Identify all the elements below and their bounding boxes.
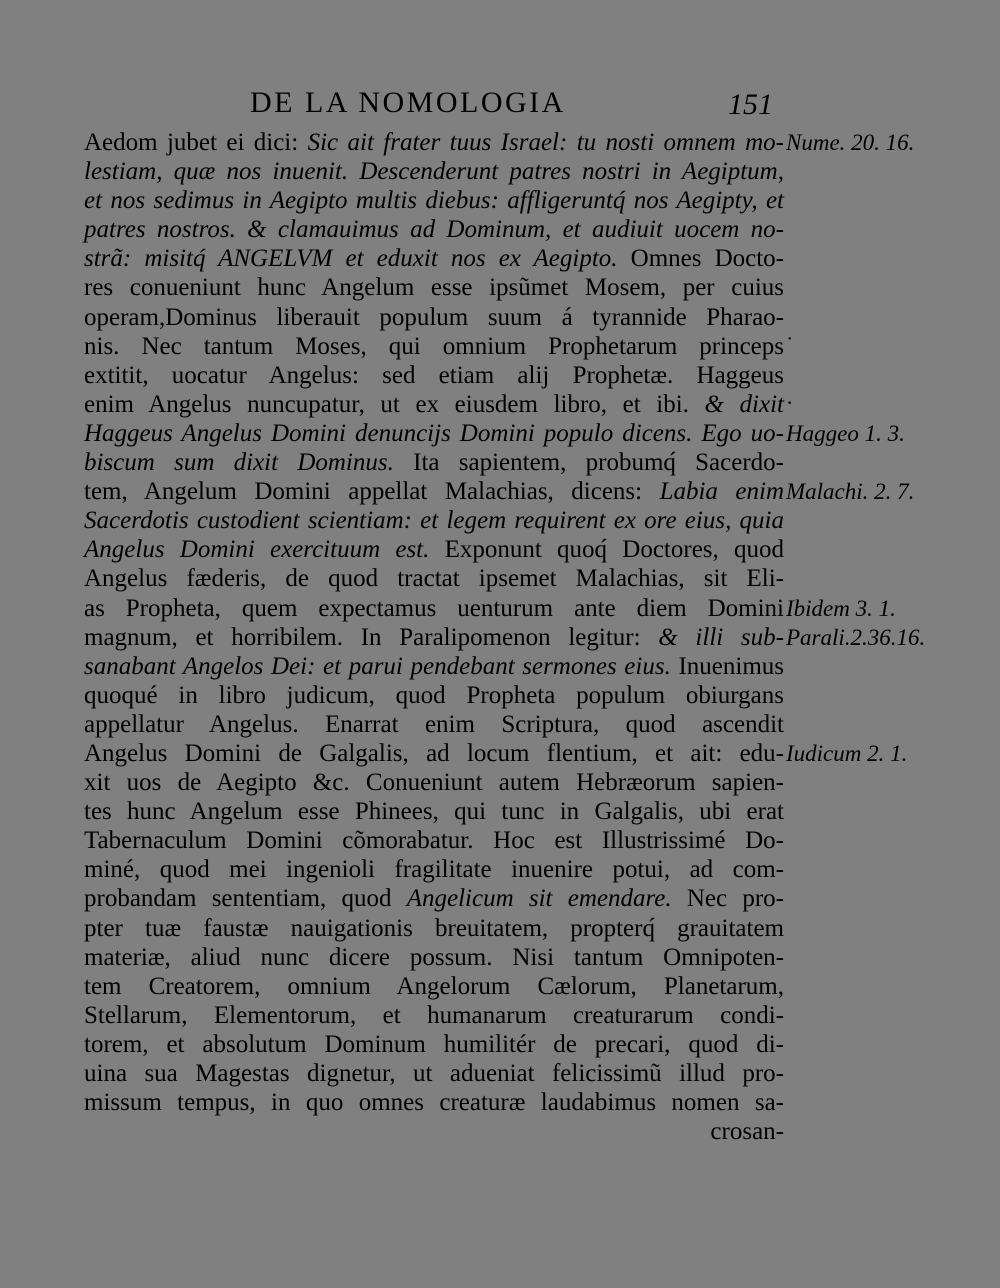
text-run: Stellarum, Elementorum, et humanarum creaturarum condi-: [84, 1001, 784, 1029]
text-run: Tabernaculum Domini cõmorabatur. Hoc est Illustrissimé Do-: [84, 827, 784, 855]
text-line: [84, 943, 784, 972]
text-line: [84, 1001, 784, 1030]
text-line: [84, 448, 784, 477]
italic-text-run: & dixit: [704, 390, 784, 418]
text-run: extitit, uocatur Angelus: sed etiam alij Prophetæ. Haggeus: [84, 361, 784, 389]
text-line: [84, 1030, 784, 1059]
text-run: missum tempus, in quo omnes creaturæ laudabimus nomen sa-: [84, 1089, 784, 1117]
italic-text-run: biscum sum dixit Dominus.: [84, 449, 414, 477]
margin-reference: Iudicum 2. 1.: [786, 741, 908, 767]
text-run: magnum, et horribilem. In Paralipomenon legitur:: [84, 623, 659, 651]
italic-text-run: & illi sub-: [658, 623, 784, 651]
text-line: [84, 564, 784, 593]
text-line: [84, 332, 784, 361]
text-run: Angelus Domini de Galgalis, ad locum flentium, et ait: edu-: [84, 739, 784, 767]
text-line: [84, 826, 784, 855]
margin-mark: ˙: [786, 331, 794, 357]
margin-reference: Malachi. 2. 7.: [786, 479, 915, 505]
text-run: appellatur Angelus. Enarrat enim Scriptura, quod ascendit: [84, 710, 784, 738]
text-run: res conueniunt hunc Angelum esse ipsũmet Mosem, per cuius: [84, 274, 784, 302]
text-run: materiæ, aliud nunc dicere possum. Nisi tantum Omnipoten-: [84, 943, 784, 971]
text-run: torem, et absolutum Dominum humilitér de precari, quod di-: [84, 1030, 784, 1058]
text-run: Aedom jubet ei dici:: [84, 129, 308, 156]
text-run: Exponunt quoq́ Doctores, quod: [444, 536, 784, 564]
text-line: [84, 652, 784, 681]
italic-text-run: Angelicum sit emendare.: [406, 885, 687, 913]
italic-text-run: Sacerdotis custodient scientiam: et legem requirent ex ore eius, quia: [84, 507, 784, 535]
text-line: [84, 390, 784, 419]
text-run: quoqué in libro judicum, quod Propheta populum obiurgans: [84, 681, 784, 709]
text-line: [84, 215, 784, 244]
text-line: [84, 477, 784, 506]
text-line: [84, 797, 784, 826]
text-line: [84, 855, 784, 884]
margin-reference: Nume. 20. 16.: [786, 130, 915, 155]
text-run: uina sua Magestas dignetur, ut adueniat felicissimũ illud pro-: [84, 1060, 784, 1087]
text-run: Nec pro-: [686, 885, 784, 913]
text-line: [84, 361, 784, 390]
italic-text-run: sanabant Angelos Dei: et parui pendebant sermones eius.: [84, 652, 679, 680]
italic-text-run: Haggeus Angelus Domini denuncijs Domini populo dicens. Ego uo-: [84, 419, 784, 447]
text-line: [84, 186, 784, 215]
body-text: [84, 128, 784, 1146]
text-line: [84, 914, 784, 943]
text-run: crosan-: [710, 1118, 784, 1146]
text-line: [84, 884, 784, 913]
text-line: [84, 128, 784, 157]
margin-reference: Haggeo 1. 3.: [786, 421, 905, 446]
text-line: [84, 273, 784, 302]
italic-text-run: strã: misitq́ ANGELVM et eduxit nos ex Aegipto.: [84, 245, 631, 273]
text-line: [84, 594, 784, 623]
text-run: enim Angelus nuncupatur, ut ex eiusdem libro, et ibi.: [84, 390, 705, 418]
text-line: [84, 739, 784, 768]
italic-text-run: Labia enim: [659, 478, 784, 506]
italic-text-run: patres nostros. & clamauimus ad Dominum, et audiuit uocem no-: [84, 216, 784, 244]
text-run: tem, Angelum Domini appellat Malachias, dicens:: [84, 478, 660, 506]
text-line: [84, 506, 784, 535]
text-run: Inuenimus: [678, 652, 784, 680]
text-run: Ita sapientem, probumq́ Sacerdo-: [413, 449, 784, 477]
page-number: 151: [728, 88, 773, 121]
italic-text-run: lestiam, quæ nos inuenit. Descenderunt patres nostri in Aegiptum,: [84, 158, 784, 186]
text-line: [84, 972, 784, 1001]
text-line: [84, 419, 784, 448]
text-run: pter tuæ faustæ nauigationis breuitatem, propterq́ grauitatem: [84, 914, 784, 942]
italic-text-run: Sic ait frater tuus Israel: tu nosti omnem mo-: [307, 129, 785, 156]
text-run: xit uos de Aegipto &c. Conueniunt autem Hebræorum sapien-: [84, 769, 784, 797]
text-line: [84, 303, 784, 332]
text-run: as Propheta, quem expectamus uenturum ante diem Domini: [84, 594, 784, 622]
margin-mark: ·: [786, 389, 794, 415]
text-line: [84, 623, 784, 652]
text-line: [84, 1088, 784, 1117]
page-header: [250, 86, 790, 126]
italic-text-run: Angelus Domini exercituum est.: [84, 536, 445, 564]
text-line: [84, 535, 784, 564]
text-run: tes hunc Angelum esse Phinees, qui tunc in Galgalis, ubi erat: [84, 798, 784, 826]
text-run: probandam sententiam, quod: [84, 885, 407, 913]
text-run: operam,Dominus liberauit populum suum á tyrannide Pharao-: [84, 303, 784, 331]
text-run: tem Creatorem, omnium Angelorum Cælorum, Planetarum,: [84, 972, 784, 1000]
text-line: [84, 157, 784, 186]
running-title: DE LA NOMOLOGIA: [250, 86, 566, 119]
text-line: [84, 1117, 784, 1146]
italic-text-run: et nos sedimus in Aegipto multis diebus: affligeruntq́ nos Aegipty, et: [84, 187, 784, 215]
text-run: Angelus fæderis, de quod tractat ipsemet Malachias, sit Eli-: [84, 565, 784, 593]
text-line: [84, 768, 784, 797]
text-line: [84, 710, 784, 739]
text-run: nis. Nec tantum Moses, qui omnium Prophetarum princeps: [84, 332, 784, 360]
text-run: miné, quod mei ingenioli fragilitate inuenire potui, ad com-: [84, 856, 784, 884]
text-run: Omnes Docto-: [630, 245, 784, 273]
text-line: [84, 681, 784, 710]
text-line: [84, 244, 784, 273]
margin-reference: Parali.2.36.16.: [786, 624, 926, 650]
margin-reference: Ibidem 3. 1.: [786, 595, 896, 621]
text-line: [84, 1059, 784, 1088]
